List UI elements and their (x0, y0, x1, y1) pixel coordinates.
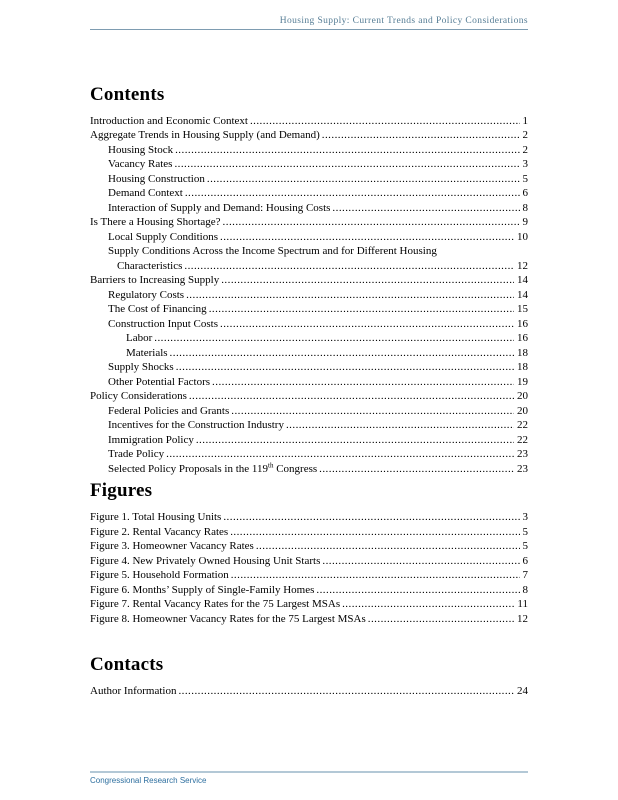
contents-entry-label: Regulatory Costs (108, 288, 185, 301)
contents-entry-label: Housing Stock (108, 143, 174, 156)
figures-section (90, 480, 528, 626)
contents-entry-page: 3 (522, 158, 528, 171)
contents-entry[interactable] (108, 288, 528, 303)
contacts-list (90, 684, 528, 699)
contents-entry[interactable] (108, 317, 528, 332)
contents-entry-label: Introduction and Economic Context (90, 114, 248, 127)
figures-entry-page: 5 (522, 540, 528, 553)
dot-leader (230, 525, 519, 540)
contents-list (90, 114, 528, 477)
contents-entry-label: The Cost of Financing (108, 303, 207, 316)
figures-entry[interactable] (90, 597, 528, 612)
contents-entry-page: 2 (522, 143, 528, 156)
contents-entry-page: 18 (517, 361, 528, 374)
dot-leader (220, 317, 514, 332)
dot-leader (174, 157, 519, 172)
contents-entry-page: 22 (517, 419, 528, 432)
dot-leader (231, 568, 520, 583)
contents-entry-page: 19 (517, 375, 528, 388)
contacts-entry-label: Author Information (90, 685, 177, 698)
contents-entry-label: Materials (126, 346, 168, 359)
contents-entry[interactable] (108, 143, 528, 158)
contents-entry-page: 8 (522, 201, 528, 214)
contents-entry-page: 12 (517, 259, 528, 272)
contents-entry-label: Labor (126, 332, 153, 345)
contents-entry[interactable] (108, 404, 528, 419)
figures-entry-label: Figure 8. Homeowner Vacancy Rates for the 75 Largest MSAs (90, 612, 366, 625)
contents-entry-page: 20 (517, 404, 528, 417)
contents-entry-label: Interaction of Supply and Demand: Housing Costs (108, 201, 331, 214)
dot-leader (322, 128, 520, 143)
contents-entry-label-pre: Selected Policy Proposals in the 119 (108, 462, 268, 475)
dot-leader (185, 186, 520, 201)
figures-entry[interactable] (90, 525, 528, 540)
contents-entry-page: 9 (522, 216, 528, 229)
contents-entry[interactable] (108, 447, 528, 462)
dot-leader (209, 302, 514, 317)
dot-leader (154, 331, 514, 346)
ordinal-suffix: th (268, 461, 274, 470)
figures-heading: Figures (90, 480, 153, 502)
contents-entry-label: Barriers to Increasing Supply (90, 274, 220, 287)
contents-entry-page: 16 (517, 332, 528, 345)
contents-entry-page: 14 (517, 274, 528, 287)
dot-leader (256, 539, 520, 554)
contents-entry-page: 23 (517, 448, 528, 461)
figures-entry[interactable] (90, 539, 528, 554)
dot-leader (178, 684, 514, 699)
dot-leader (221, 273, 514, 288)
contents-entry[interactable] (90, 114, 528, 129)
contents-entry-page: 14 (517, 288, 528, 301)
contents-entry-label: Characteristics (117, 259, 183, 272)
contents-entry-page: 15 (517, 303, 528, 316)
dot-leader (231, 404, 514, 419)
contacts-entry-page: 24 (517, 685, 528, 698)
dot-leader (220, 230, 514, 245)
dot-leader (368, 612, 514, 627)
figures-entry[interactable] (90, 612, 528, 627)
contents-entry[interactable] (108, 462, 528, 477)
contents-entry-label: Is There a Housing Shortage? (90, 216, 221, 229)
figures-entry[interactable] (90, 568, 528, 583)
footer-text: Congressional Research Service (90, 776, 207, 785)
contents-entry-label: Housing Construction (108, 172, 205, 185)
contents-heading: Contents (90, 84, 165, 105)
contents-entry-label: Demand Context (108, 187, 183, 200)
figures-entry-label: Figure 7. Rental Vacancy Rates for the 75 Largest MSAs (90, 598, 341, 611)
dot-leader (189, 389, 514, 404)
contents-entry[interactable] (90, 215, 528, 230)
dot-leader (166, 447, 514, 462)
dot-leader (316, 583, 519, 598)
contents-entry-page: 22 (517, 433, 528, 446)
contents-entry-label: Supply Conditions Across the Income Spectrum and for Different Housing (108, 245, 437, 258)
figures-entry[interactable] (90, 510, 528, 525)
figures-entry-label: Figure 4. New Privately Owned Housing Unit Starts (90, 554, 321, 567)
figures-entry-page: 3 (522, 511, 528, 524)
contents-entry-page: 23 (517, 462, 528, 475)
contents-entry-page: 16 (517, 317, 528, 330)
contents-entry[interactable] (108, 418, 528, 433)
contents-entry[interactable] (90, 389, 528, 404)
contents-entry[interactable] (108, 433, 528, 448)
contents-entry-label: Incentives for the Construction Industry (108, 419, 284, 432)
figures-entry-page: 5 (522, 525, 528, 538)
figures-entry-label: Figure 1. Total Housing Units (90, 511, 222, 524)
contents-entry-label: Immigration Policy (108, 433, 194, 446)
figures-entry-label: Figure 6. Months’ Supply of Single-Family Homes (90, 583, 315, 596)
dot-leader (170, 346, 514, 361)
contents-entry-page: 6 (522, 187, 528, 200)
contents-entry[interactable] (108, 375, 528, 390)
contents-section (90, 84, 528, 476)
contents-entry-label: Supply Shocks (108, 361, 174, 374)
contents-entry-label: Policy Considerations (90, 390, 187, 403)
contents-entry-label: Local Supply Conditions (108, 230, 218, 243)
dot-leader (342, 597, 514, 612)
contents-entry[interactable] (108, 302, 528, 317)
contents-entry[interactable] (126, 346, 528, 361)
contents-entry-label: Vacancy Rates (108, 158, 173, 171)
running-header (90, 16, 528, 30)
dot-leader (196, 433, 514, 448)
contents-entry[interactable] (108, 172, 528, 187)
dot-leader (322, 554, 519, 569)
figures-entry[interactable] (90, 554, 528, 569)
contents-entry[interactable] (117, 259, 528, 274)
contents-entry-label: Federal Policies and Grants (108, 404, 230, 417)
dot-leader (332, 201, 519, 216)
dot-leader (176, 360, 514, 375)
contacts-section (90, 654, 528, 698)
contents-entry[interactable] (126, 331, 528, 346)
contents-entry[interactable] (90, 128, 528, 143)
contents-entry-page: 10 (517, 230, 528, 243)
dot-leader (286, 418, 514, 433)
page-content (90, 84, 528, 699)
figures-entry-page: 6 (522, 554, 528, 567)
contents-entry-label: Trade Policy (108, 448, 165, 461)
contents-entry[interactable] (108, 186, 528, 201)
contents-entry[interactable] (108, 230, 528, 245)
contents-entry-page: 20 (517, 390, 528, 403)
figures-entry-page: 7 (522, 569, 528, 582)
contents-entry-page: 1 (522, 114, 528, 127)
contacts-entry[interactable] (90, 684, 528, 699)
contents-entry-label: Construction Input Costs (108, 317, 219, 330)
figures-entry-page: 12 (517, 612, 528, 625)
figures-list (90, 510, 528, 626)
dot-leader (319, 462, 514, 477)
contents-entry-page: 18 (517, 346, 528, 359)
dot-leader (186, 288, 514, 303)
contents-entry-label (108, 462, 317, 477)
page-footer (90, 771, 528, 785)
figures-entry[interactable] (90, 583, 528, 598)
contents-entry-label: Other Potential Factors (108, 375, 211, 388)
contents-entry-page: 5 (522, 172, 528, 185)
contents-entry[interactable] (108, 201, 528, 216)
contents-entry-label: Aggregate Trends in Housing Supply (and Demand) (90, 129, 320, 142)
dot-leader (223, 215, 520, 230)
figures-entry-page: 11 (517, 598, 528, 611)
dot-leader (175, 143, 519, 158)
figures-entry-page: 8 (522, 583, 528, 596)
dot-leader (212, 375, 514, 390)
figures-entry-label: Figure 2. Rental Vacancy Rates (90, 525, 229, 538)
figures-entry-label: Figure 3. Homeowner Vacancy Rates (90, 540, 254, 553)
contents-entry[interactable] (108, 244, 528, 259)
contents-entry[interactable] (108, 360, 528, 375)
contents-entry[interactable] (90, 273, 528, 288)
dot-leader (250, 114, 520, 129)
contents-entry-label-post: Congress (273, 462, 318, 475)
contacts-heading: Contacts (90, 654, 164, 676)
contents-entry-page: 2 (522, 129, 528, 142)
dot-leader (184, 259, 514, 274)
figures-entry-label: Figure 5. Household Formation (90, 569, 229, 582)
contents-entry[interactable] (108, 157, 528, 172)
dot-leader (223, 510, 519, 525)
running-header-title: Housing Supply: Current Trends and Policy Considerations (279, 16, 528, 26)
dot-leader (207, 172, 520, 187)
